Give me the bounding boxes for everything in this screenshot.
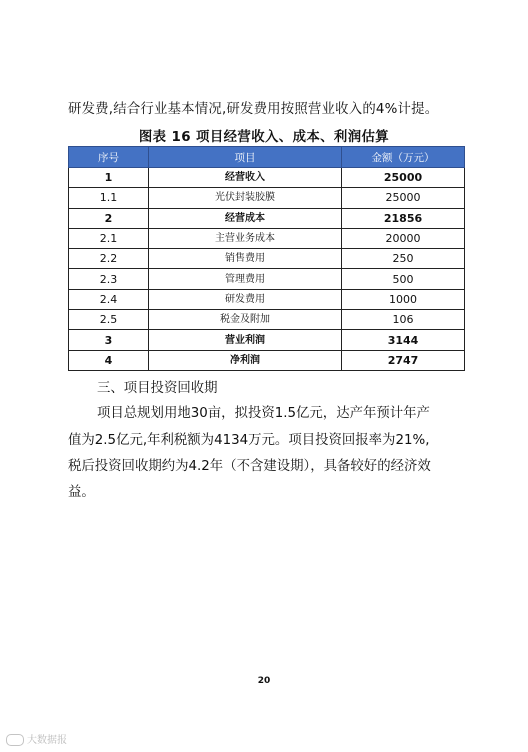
table-row xyxy=(69,350,465,370)
page-number: 20 xyxy=(257,676,271,686)
row-item: 销售费用 xyxy=(149,249,342,269)
row-serial: 1 xyxy=(69,168,149,188)
row-serial: 2.2 xyxy=(69,249,149,269)
table-row xyxy=(69,208,465,228)
row-serial: 2.1 xyxy=(69,228,149,248)
table-row xyxy=(69,269,465,289)
row-serial: 2 xyxy=(69,208,149,228)
row-amount: 106 xyxy=(342,310,465,330)
table-row xyxy=(69,330,465,350)
row-item: 经营成本 xyxy=(149,208,342,228)
watermark-text: 大数据报 xyxy=(27,735,67,746)
row-serial: 3 xyxy=(69,330,149,350)
intro-text-line: 研发费,结合行业基本情况,研发费用按照营业收入的4%计提。 xyxy=(68,102,439,117)
table-row xyxy=(69,289,465,309)
row-amount: 250 xyxy=(342,249,465,269)
table-header-row xyxy=(69,147,465,168)
row-serial: 2.4 xyxy=(69,289,149,309)
table-caption: 图表 16 项目经营收入、成本、利润估算 xyxy=(138,130,390,145)
row-item: 营业利润 xyxy=(149,330,342,350)
row-serial: 2.3 xyxy=(69,269,149,289)
row-item: 研发费用 xyxy=(149,289,342,309)
table-row xyxy=(69,310,465,330)
paragraph-line: 益。 xyxy=(68,485,95,500)
row-item: 净利润 xyxy=(149,350,342,370)
row-item: 管理费用 xyxy=(149,269,342,289)
row-amount: 21856 xyxy=(342,208,465,228)
row-item: 经营收入 xyxy=(149,168,342,188)
row-serial: 4 xyxy=(69,350,149,370)
row-amount: 3144 xyxy=(342,330,465,350)
row-amount: 500 xyxy=(342,269,465,289)
row-amount: 25000 xyxy=(342,188,465,208)
header-item: 项目 xyxy=(149,147,342,168)
row-serial: 1.1 xyxy=(69,188,149,208)
watermark xyxy=(6,731,67,746)
row-amount: 20000 xyxy=(342,228,465,248)
row-item: 主营业务成本 xyxy=(149,228,342,248)
table-row xyxy=(69,168,465,188)
row-amount: 25000 xyxy=(342,168,465,188)
paragraph-line: 税后投资回收期约为4.2年（不含建设期），具备较好的经济效 xyxy=(68,459,431,474)
paragraph-line: 项目总规划用地30亩，拟投资1.5亿元，达产年预计年产 xyxy=(97,406,430,421)
paragraph-line: 值为2.5亿元,年利税额为4134万元。项目投资回报率为21%, xyxy=(68,433,430,448)
table-row xyxy=(69,188,465,208)
estimate-table xyxy=(68,146,465,371)
row-item: 税金及附加 xyxy=(149,310,342,330)
table-row xyxy=(69,228,465,248)
header-amount: 金额（万元） xyxy=(342,147,465,168)
table-row xyxy=(69,249,465,269)
row-amount: 1000 xyxy=(342,289,465,309)
row-item: 光伏封装胶膜 xyxy=(149,188,342,208)
row-serial: 2.5 xyxy=(69,310,149,330)
watermark-logo-icon xyxy=(6,734,24,746)
section-title: 三、项目投资回收期 xyxy=(97,381,218,396)
row-amount: 2747 xyxy=(342,350,465,370)
header-serial: 序号 xyxy=(69,147,149,168)
